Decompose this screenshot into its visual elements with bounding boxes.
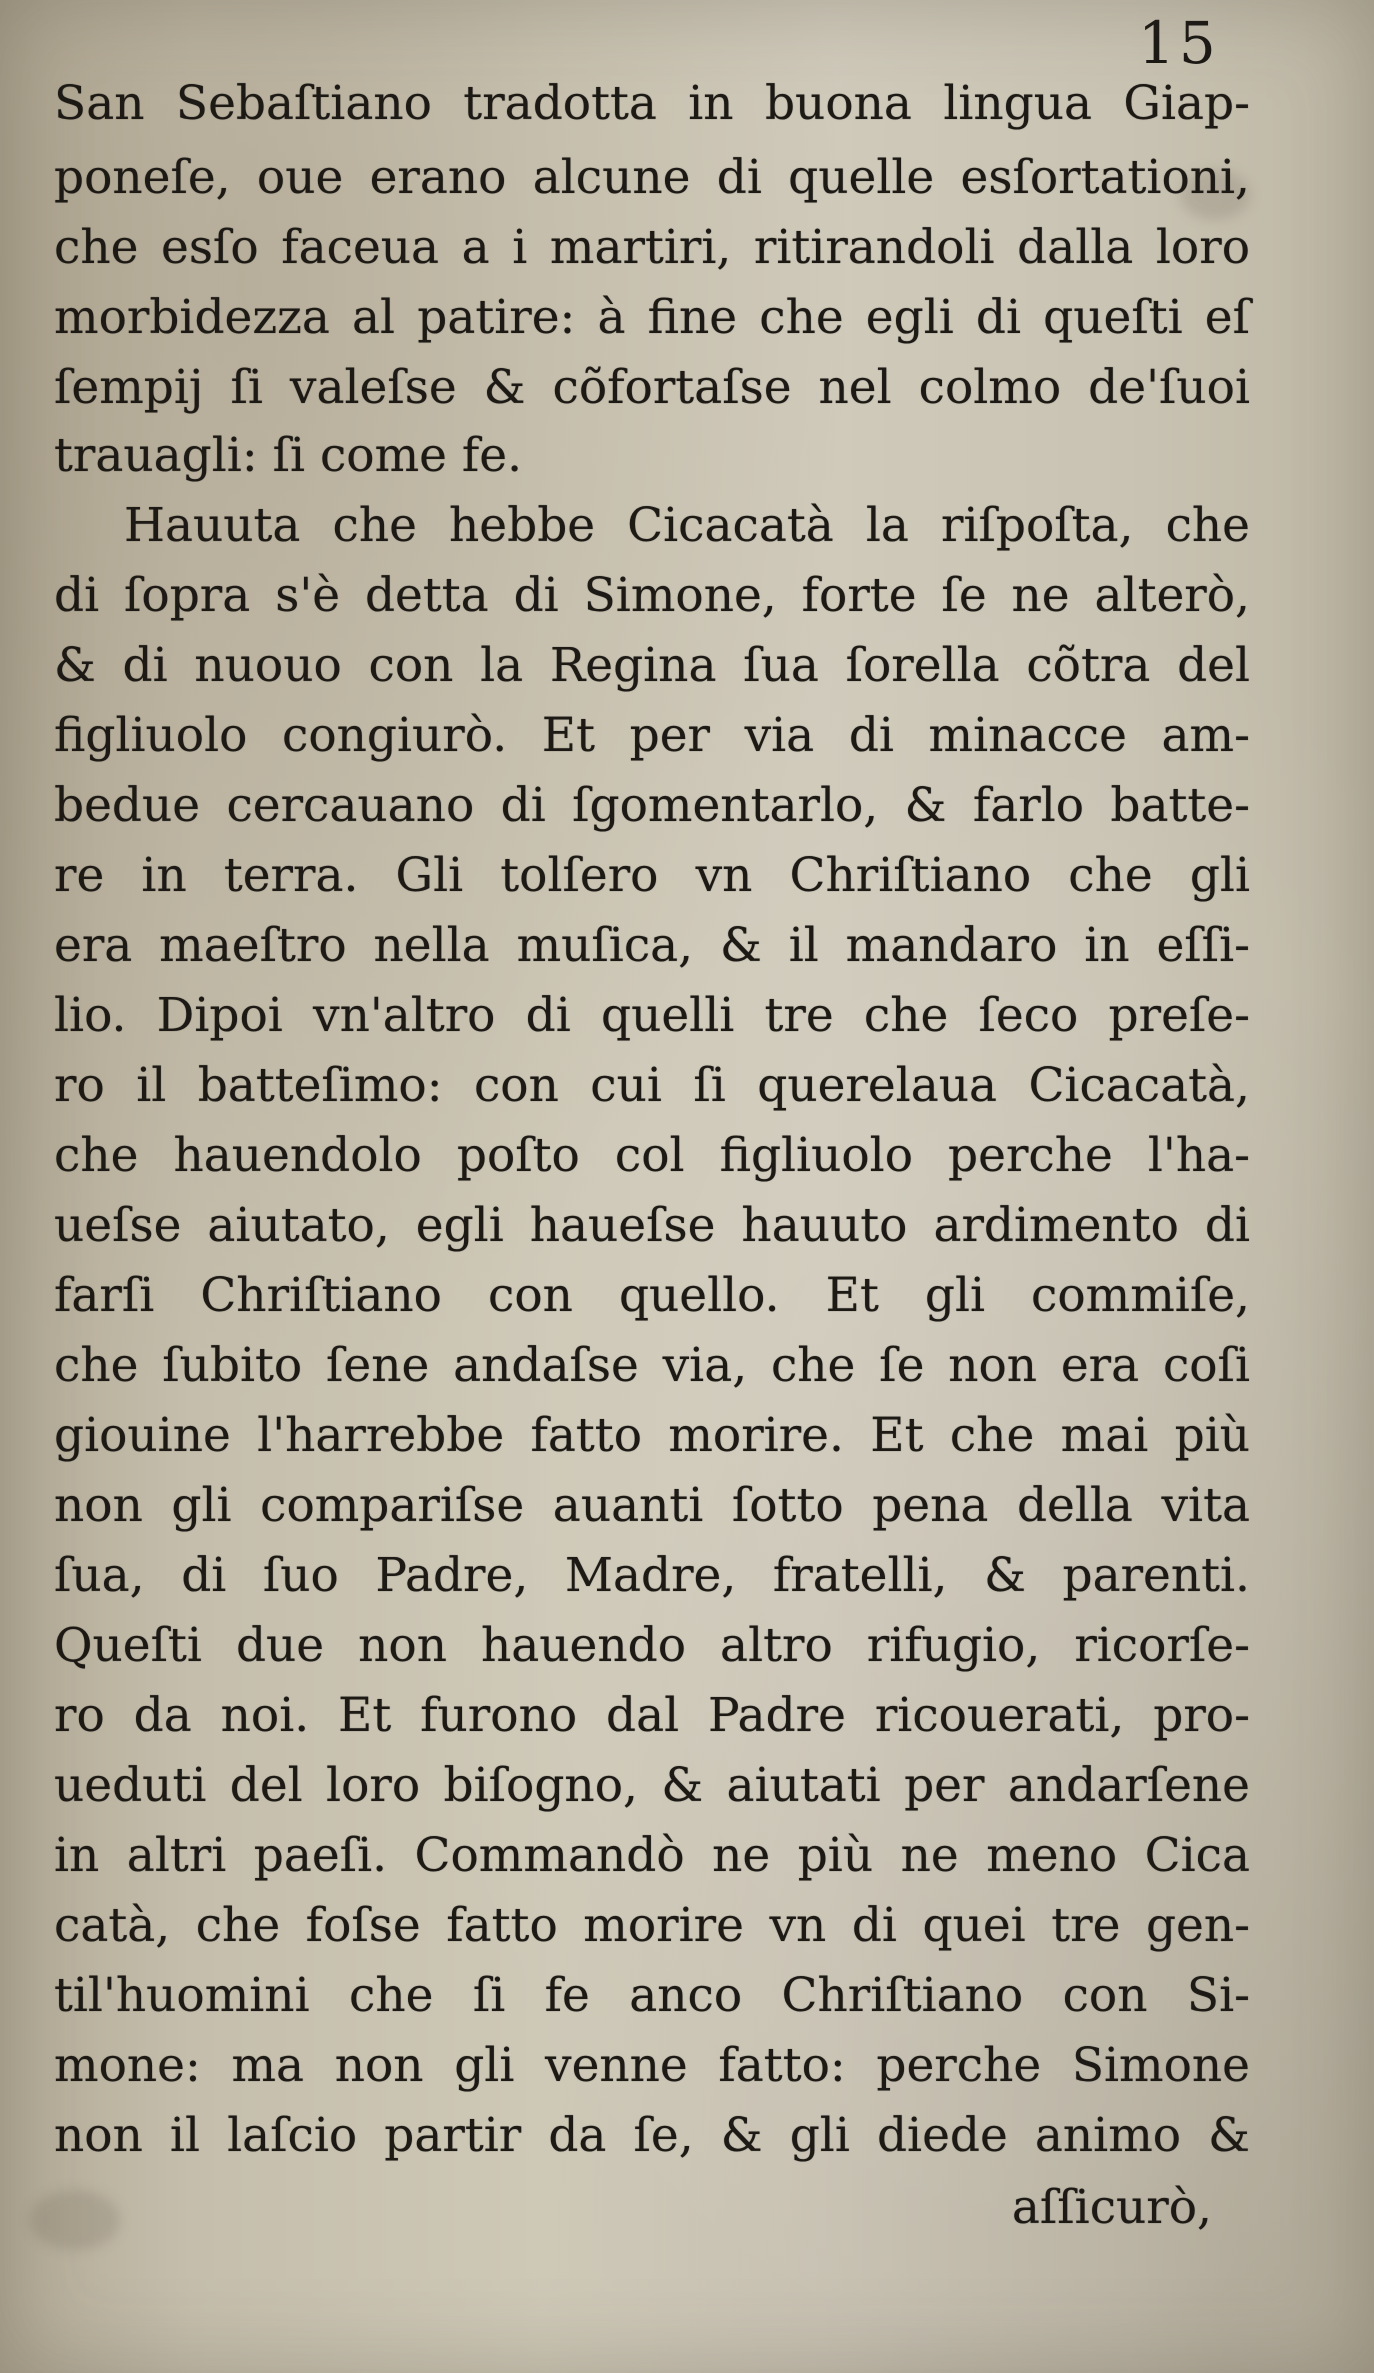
text-line: & di nuouo con la Regina ſua ſorella cõtra del	[54, 638, 1250, 693]
text-line: lio. Dipoi vn'altro di quelli tre che ſeco preſe-	[54, 988, 1250, 1043]
text-line: che ſubito ſene andaſse via, che ſe non era coſi	[54, 1338, 1250, 1393]
text-line: ſua, di ſuo Padre, Madre, fratelli, & parenti.	[54, 1548, 1250, 1603]
text-line: til'huomini che ſi fe anco Chriſtiano con Si-	[54, 1968, 1250, 2023]
text-line: ſempij ſi valeſse & cõfortaſse nel colmo de'ſuoi	[54, 360, 1250, 415]
text-line: giouine l'harrebbe fatto morire. Et che mai più	[54, 1408, 1250, 1463]
text-line: Queſti due non hauendo altro rifugio, ricorſe-	[54, 1618, 1250, 1673]
text-line: re in terra. Gli tolſero vn Chriſtiano che gli	[54, 848, 1250, 903]
text-line: poneſe, oue erano alcune di quelle esſortationi,	[54, 150, 1250, 205]
text-line: Hauuta che hebbe Cicacatà la riſpoſta, che	[124, 498, 1250, 553]
text-line: non gli compariſse auanti ſotto pena della vita	[54, 1478, 1250, 1533]
text-line: ro il batteſimo: con cui ſi querelaua Cicacatà,	[54, 1058, 1250, 1113]
text-line: ueſse aiutato, egli haueſse hauuto ardimento di	[54, 1198, 1250, 1253]
text-line: che esſo faceua a i martiri, ritirandoli dalla loro	[54, 220, 1250, 275]
text-line: che hauendolo poſto col figliuolo perche l'ha-	[54, 1128, 1250, 1183]
text-line: non il laſcio partir da ſe, & gli diede animo &	[54, 2108, 1250, 2163]
text-line: ueduti del loro biſogno, & aiutati per andarſene	[54, 1758, 1250, 1813]
text-line: farſi Chriſtiano con quello. Et gli commiſe,	[54, 1268, 1250, 1323]
text-line: catà, che foſse fatto morire vn di quei tre gen-	[54, 1898, 1250, 1953]
text-line: era maeſtro nella muſica, & il mandaro in eſſi-	[54, 918, 1250, 973]
text-line: trauagli: ſi come fe.	[54, 428, 523, 483]
text-line: di ſopra s'è detta di Simone, forte ſe ne alterò,	[54, 568, 1250, 623]
text-line: bedue cercauano di ſgomentarlo, & farlo batte-	[54, 778, 1250, 833]
page-number: 15	[1138, 9, 1220, 77]
text-line: mone: ma non gli venne fatto: perche Simone	[54, 2038, 1250, 2093]
text-line: San Sebaſtiano tradotta in buona lingua Giap-	[54, 76, 1250, 131]
text-line: in altri paeſi. Commandò ne più ne meno Cica	[54, 1828, 1250, 1883]
text-line: ro da noi. Et furono dal Padre ricouerati, pro-	[54, 1688, 1250, 1743]
text-line: figliuolo congiurò. Et per via di minacce am-	[54, 708, 1250, 763]
text-line: morbidezza al patire: à fine che egli di queſti eſ	[54, 290, 1250, 345]
catchword: aſſicurò,	[1011, 2180, 1212, 2235]
